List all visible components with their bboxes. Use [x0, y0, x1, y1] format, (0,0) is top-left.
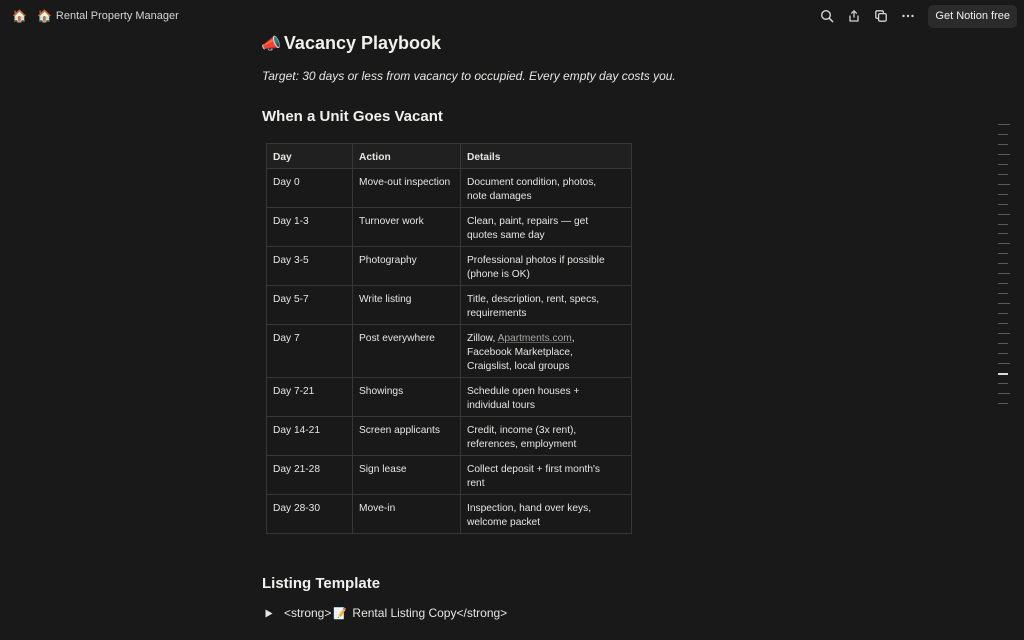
cell-day[interactable]: Day 0 — [267, 169, 353, 208]
cell-action[interactable]: Write listing — [353, 286, 461, 325]
outline-tick[interactable] — [998, 214, 1010, 215]
cell-day[interactable]: Day 1-3 — [267, 208, 353, 247]
workspace-icon[interactable]: 🏠 — [12, 9, 27, 23]
table-row — [267, 208, 632, 247]
listing-copy-toggle[interactable] — [262, 606, 507, 620]
outline-tick[interactable] — [998, 363, 1010, 364]
outline-tick[interactable] — [998, 333, 1010, 334]
outline-tick[interactable] — [998, 283, 1008, 284]
outline-tick[interactable] — [998, 253, 1008, 254]
toggle-triangle-icon[interactable] — [262, 606, 276, 620]
header-action: Action — [353, 144, 461, 169]
vacancy-timeline-table — [266, 143, 632, 534]
megaphone-icon[interactable]: 📣 — [261, 36, 281, 53]
cell-details[interactable]: Zillow, Apartments.com, Facebook Marketplace, Craigslist, local groups — [461, 325, 632, 378]
outline-tick[interactable] — [998, 204, 1008, 205]
duplicate-icon[interactable] — [870, 6, 891, 27]
outline-tick[interactable] — [998, 383, 1008, 384]
table-row — [267, 247, 632, 286]
outline-tick[interactable] — [998, 194, 1008, 195]
outline-tick[interactable] — [998, 134, 1008, 135]
cell-action[interactable]: Screen applicants — [353, 417, 461, 456]
outline-tick[interactable] — [998, 154, 1010, 155]
cell-action[interactable]: Post everywhere — [353, 325, 461, 378]
cell-details[interactable]: Professional photos if possible (phone is OK) — [461, 247, 632, 286]
outline-tick[interactable] — [998, 393, 1010, 394]
outline-tick[interactable] — [998, 353, 1008, 354]
table-row — [267, 378, 632, 417]
table-row — [267, 325, 632, 378]
outline-tick[interactable] — [998, 224, 1008, 225]
outline-tick[interactable] — [998, 403, 1008, 404]
cell-action[interactable]: Move-out inspection — [353, 169, 461, 208]
table-row — [267, 456, 632, 495]
outline-tick[interactable] — [998, 273, 1010, 274]
cell-day[interactable]: Day 3-5 — [267, 247, 353, 286]
more-icon[interactable] — [897, 6, 918, 27]
memo-icon: 📝 — [333, 608, 348, 620]
page-title — [261, 33, 441, 54]
table-row — [267, 169, 632, 208]
cell-details[interactable]: Schedule open houses + individual tours — [461, 378, 632, 417]
top-actions — [816, 5, 1017, 28]
top-bar — [0, 0, 1024, 32]
section-heading-vacant: When a Unit Goes Vacant — [262, 108, 443, 125]
outline-tick[interactable] — [998, 263, 1008, 264]
section-heading-listing-template: Listing Template — [262, 575, 381, 592]
cell-details[interactable]: Clean, paint, repairs — get quotes same day — [461, 208, 632, 247]
table-row — [267, 286, 632, 325]
outline-tick[interactable] — [998, 313, 1008, 314]
table-row — [267, 495, 632, 534]
page-title-text: Vacancy Playbook — [283, 33, 442, 53]
cell-action[interactable]: Sign lease — [353, 456, 461, 495]
outline-tick[interactable] — [998, 373, 1008, 375]
outline-tick[interactable] — [998, 164, 1008, 165]
get-notion-free-button[interactable]: Get Notion free — [928, 5, 1017, 28]
outline-tick[interactable] — [998, 184, 1010, 185]
cell-action[interactable]: Turnover work — [353, 208, 461, 247]
table-row — [267, 417, 632, 456]
cell-day[interactable]: Day 7-21 — [267, 378, 353, 417]
cell-details[interactable]: Credit, income (3x rent), references, employment — [461, 417, 632, 456]
outline-tick[interactable] — [998, 243, 1010, 244]
cell-day[interactable]: Day 28-30 — [267, 495, 353, 534]
cell-details[interactable]: Document condition, photos, note damages — [461, 169, 632, 208]
apartments-link[interactable]: Apartments.com — [497, 333, 572, 344]
outline-tick[interactable] — [998, 343, 1008, 344]
outline-tick[interactable] — [998, 323, 1008, 324]
cell-action[interactable]: Showings — [353, 378, 461, 417]
outline-tick[interactable] — [998, 233, 1008, 234]
outline-tick[interactable] — [998, 293, 1008, 294]
cell-action[interactable]: Photography — [353, 247, 461, 286]
cell-details[interactable]: Title, description, rent, specs, requirements — [461, 286, 632, 325]
target-callout: Target: 30 days or less from vacancy to occupied. Every empty day costs you. — [262, 69, 676, 83]
header-day: Day — [267, 144, 353, 169]
cell-day[interactable]: Day 21-28 — [267, 456, 353, 495]
cell-details[interactable]: Inspection, hand over keys, welcome packet — [461, 495, 632, 534]
page-icon[interactable]: 🏠 — [36, 9, 52, 23]
cell-day[interactable]: Day 14-21 — [267, 417, 353, 456]
table-header-row — [267, 144, 632, 169]
breadcrumb-page-name[interactable]: Rental Property Manager — [55, 10, 179, 22]
share-icon[interactable] — [843, 6, 864, 27]
cell-action[interactable]: Move-in — [353, 495, 461, 534]
cell-details[interactable]: Collect deposit + first month's rent — [461, 456, 632, 495]
outline-tick[interactable] — [998, 174, 1008, 175]
outline-tick[interactable] — [998, 144, 1008, 145]
outline-tick[interactable] — [998, 303, 1010, 304]
cell-day[interactable]: Day 7 — [267, 325, 353, 378]
cell-day[interactable]: Day 5-7 — [267, 286, 353, 325]
outline-tick[interactable] — [998, 124, 1010, 125]
header-details: Details — [461, 144, 632, 169]
toggle-label: <strong> 📝 Rental Listing Copy</strong> — [284, 606, 508, 620]
search-icon[interactable] — [816, 6, 837, 27]
breadcrumb — [12, 10, 179, 22]
